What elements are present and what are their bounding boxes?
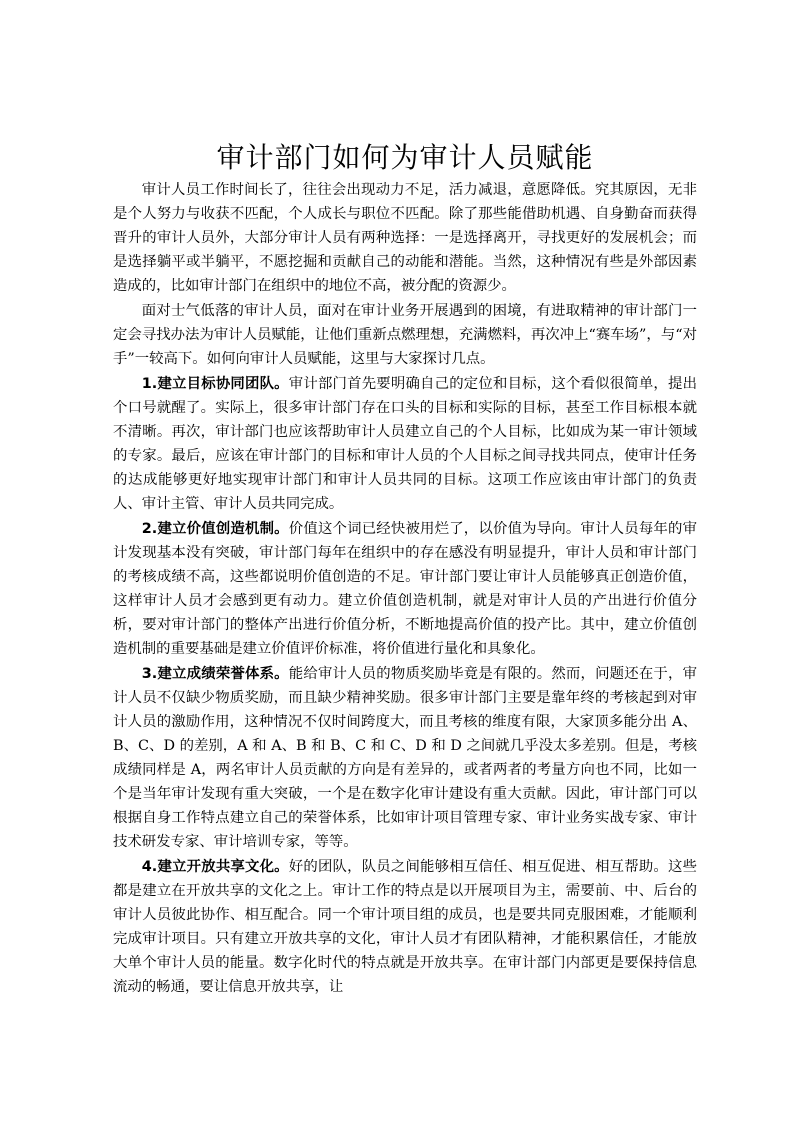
paragraph-text: 能给审计人员的物质奖励毕竟是有限的。然而，问题还在于，审计人员不仅缺少物质奖励，而且缺少精神奖励。很多审计部门主要是靠年终的考核起到对审计人员的激励作用，这种情况不仅时间跨度大，而且考核的维度有限，大家顶多能分出 A、B、C、D 的差别，A 和 A、B 和 B、C 和 C、D 和 D 之间就几乎没太多差别。但是，考核成绩同样是 A，两名审计人员贡献的方向是有差异的，或者两者的考量方向也不同，比如一个是当年审计发现有重大突破，一个是在数字化审计建设有重大贡献。因此，审计部门可以根据自身工作特点建立自己的荣誉体系，比如审计项目管理专家、审计业务实战专家、审计技术研发专家、审计培训专家，等等。 xyxy=(113,666,697,850)
paragraph-heading: 2.建立价值创造机制。 xyxy=(141,521,289,537)
paragraph-intro-2 xyxy=(113,299,697,371)
paragraph-text: 审计部门首先要明确自己的定位和目标，这个看似很简单，提出个口号就醒了。实际上，很多审计部门存在口头的目标和实际的目标，甚至工作目标根本就不清晰。再次，审计部门也应该帮助审计人员建立自己的个人目标，比如成为某一审计领域的专家。最后，应该在审计部门的目标和审计人员的个人目标之间寻找共同点，使审计任务的达成能够更好地实现审计部门和审计人员共同的目标。这项工作应该由审计部门的负责人、审计主管、审计人员共同完成。 xyxy=(113,376,697,512)
paragraph-heading: 4.建立开放共享文化。 xyxy=(141,859,289,875)
paragraph-intro-1 xyxy=(113,178,697,298)
document-title: 审计部门如何为审计人员赋能 xyxy=(216,141,594,174)
paragraph-text: 价值这个词已经快被用烂了，以价值为导向。审计人员每年的审计发现基本没有突破，审计部门每年在组织中的存在感没有明显提升，审计人员和审计部门的考核成绩不高，这些都说明价值创造的不足。审计部门要让审计人员能够真正创造价值，这样审计人员才会感到更有动力。建立价值创造机制，就是对审计人员的产出进行价值分析，要对审计部门的整体产出进行价值分析，不断地提高价值的投产比。其中，建立价值创造机制的重要基础是建立价值评价标准，将价值进行量化和具象化。 xyxy=(113,521,697,657)
paragraph-text: 面对士气低落的审计人员，面对在审计业务开展遇到的困境，有进取精神的审计部门一定会寻找办法为审计人员赋能，让他们重新点燃理想，充满燃料，再次冲上“赛车场”，与“对手”一较高下。如何向审计人员赋能，这里与大家探讨几点。 xyxy=(113,303,697,367)
paragraph-text: 审计人员工作时间长了，往往会出现动力不足，活力减退，意愿降低。究其原因，无非是个人努力与收获不匹配，个人成长与职位不匹配。除了那些能借助机遇、自身勤奋而获得晋升的审计人员外，大部分审计人员有两种选择：一是选择离开，寻找更好的发展机会；而是选择躺平或半躺平，不愿挖掘和贡献自己的动能和潜能。当然，这种情况有些是外部因素造成的，比如审计部门在组织中的地位不高，被分配的资源少。 xyxy=(113,182,697,294)
paragraph-point-4 xyxy=(113,855,697,999)
paragraph-point-3 xyxy=(113,662,697,854)
document-body xyxy=(113,140,697,1000)
paragraph-text: 好的团队，队员之间能够相互信任、相互促进、相互帮助。这些都是建立在开放共享的文化之上。审计工作的特点是以开展项目为主，需要前、中、后台的审计人员彼此协作、相互配合。同一个审计项目组的成员，也是要共同克服困难，才能顺利完成审计项目。只有建立开放共享的文化，审计人员才有团队精神，才能积累信任，才能放大单个审计人员的能量。数字化时代的特点就是开放共享。在审计部门内部更是要保持信息流动的畅通，要让信息开放共享，让 xyxy=(113,859,697,995)
paragraph-heading: 3.建立成绩荣誉体系。 xyxy=(141,666,289,682)
paragraph-heading: 1.建立目标协同团队。 xyxy=(141,376,289,392)
paragraph-point-1 xyxy=(113,372,697,516)
paragraph-point-2 xyxy=(113,517,697,661)
